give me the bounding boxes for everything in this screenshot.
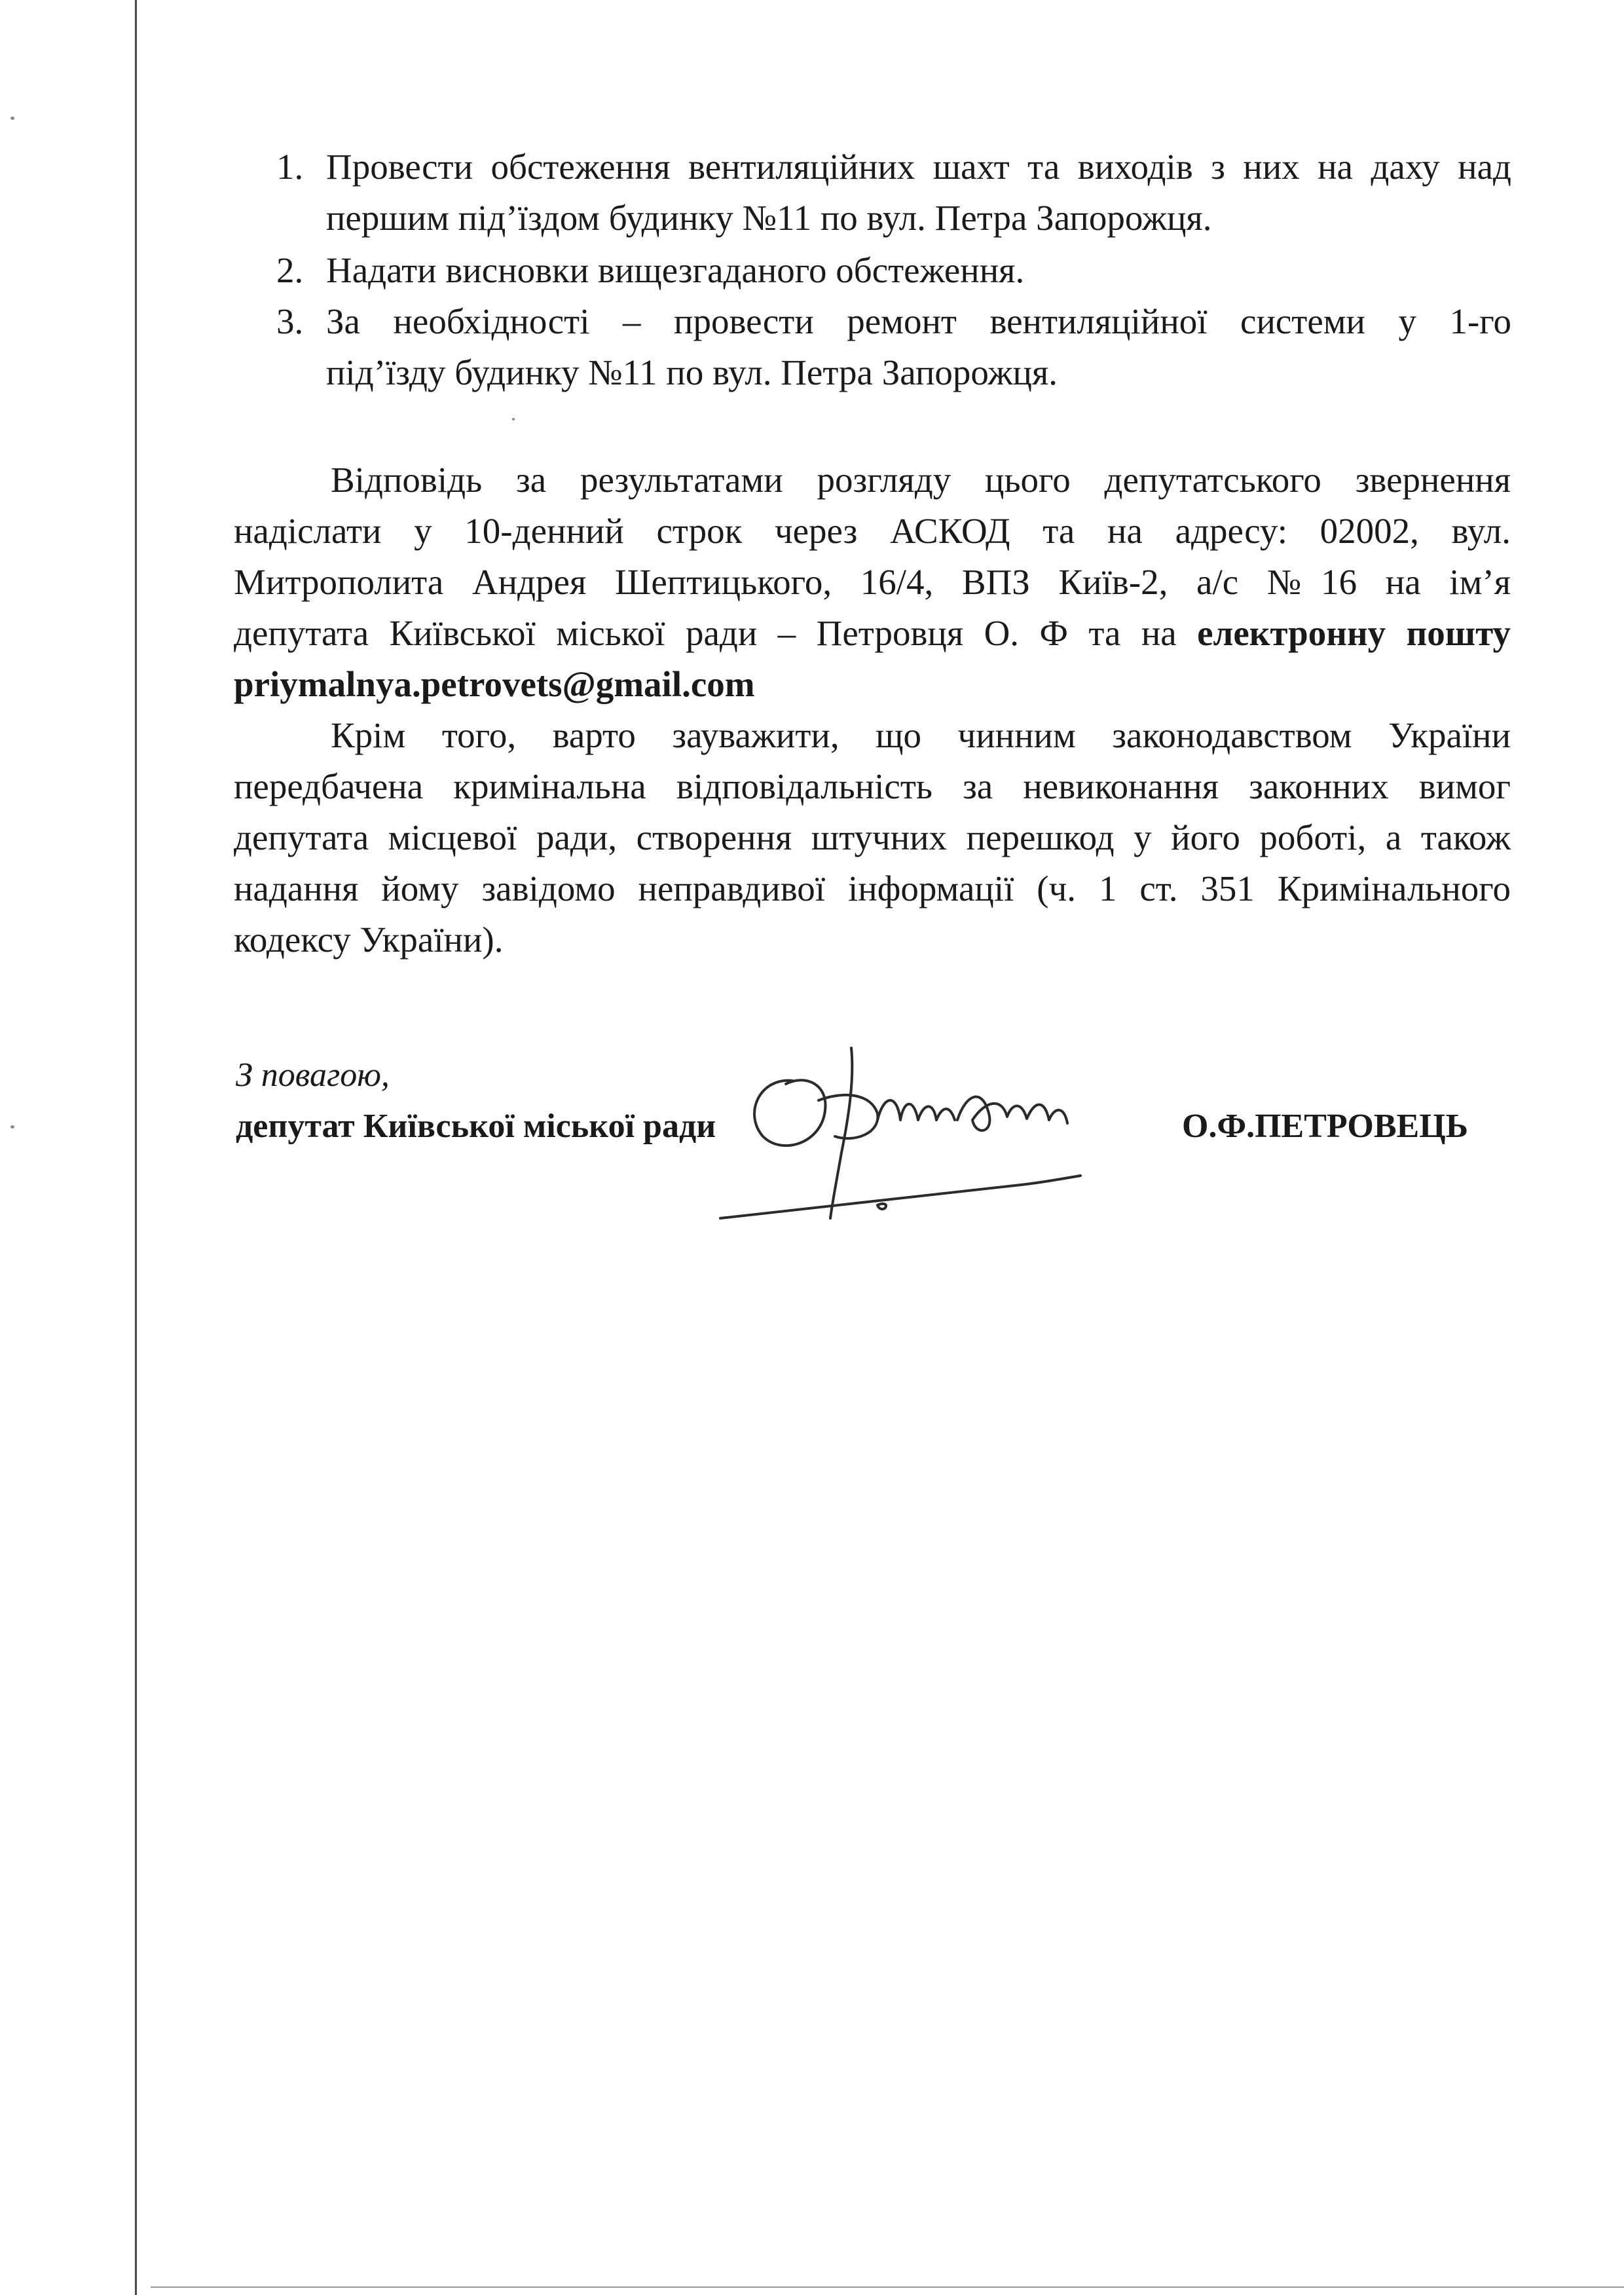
paragraph-line: Митрополита Андрея Шептицького, 16/4, ВПЗ Київ-2, а/с №16 на ім’я [234, 562, 1511, 602]
scan-speck [10, 117, 14, 120]
email-address: priymalnya.petrovets@gmail.com [234, 664, 755, 704]
scan-speck [512, 418, 515, 420]
paragraph-line [234, 608, 1511, 659]
signatory-title: депутат Київської міської ради [236, 1108, 716, 1145]
list-number: 1. [276, 147, 304, 187]
binding-margin-line [135, 0, 137, 2295]
list-text-line: Провести обстеження вентиляційних шахт та виходів з них на даху над [326, 147, 1511, 187]
paragraph-line: Крім того, варто зауважити, що чинним законодавством України [331, 715, 1511, 755]
closing-phrase: З повагою, [236, 1056, 390, 1094]
paragraph-line: надіслати у 10-денний строк через АСКОД та на адресу: 02002, вул. [234, 511, 1511, 551]
paragraph-line: надання йому завідомо неправдивої інформації (ч. 1 ст. 351 Кримінального [234, 868, 1511, 908]
scan-edge-line [151, 2286, 1624, 2288]
list-text-line: Надати висновки вищезгаданого обстеження. [326, 250, 1025, 290]
paragraph-line: кодексу України). [234, 920, 504, 960]
paragraph-text: депутата Київської міської ради – Петровця О. Ф та на [234, 613, 1198, 653]
email-label: електронну пошту [1197, 613, 1511, 653]
paragraph-line: передбачена кримінальна відповідальність за невиконання законних вимог [234, 766, 1511, 806]
list-number: 3. [276, 301, 304, 341]
list-number: 2. [276, 250, 304, 290]
scan-speck [10, 1125, 14, 1129]
list-text-line: під’їзду будинку №11 по вул. Петра Запорожця. [326, 352, 1058, 392]
signatory-name: О.Ф.ПЕТРОВЕЦЬ [1182, 1108, 1469, 1145]
list-text-line: За необхідності – провести ремонт вентиляційної системи у 1-го [326, 301, 1511, 341]
paragraph-line: Відповідь за результатами розгляду цього депутатського звернення [331, 460, 1511, 500]
paragraph-line: депутата місцевої ради, створення штучних перешкод у його роботі, а також [234, 817, 1511, 857]
list-text-line: першим під’їздом будинку №11 по вул. Петра Запорожця. [326, 198, 1212, 238]
handwritten-signature [714, 1022, 1107, 1238]
